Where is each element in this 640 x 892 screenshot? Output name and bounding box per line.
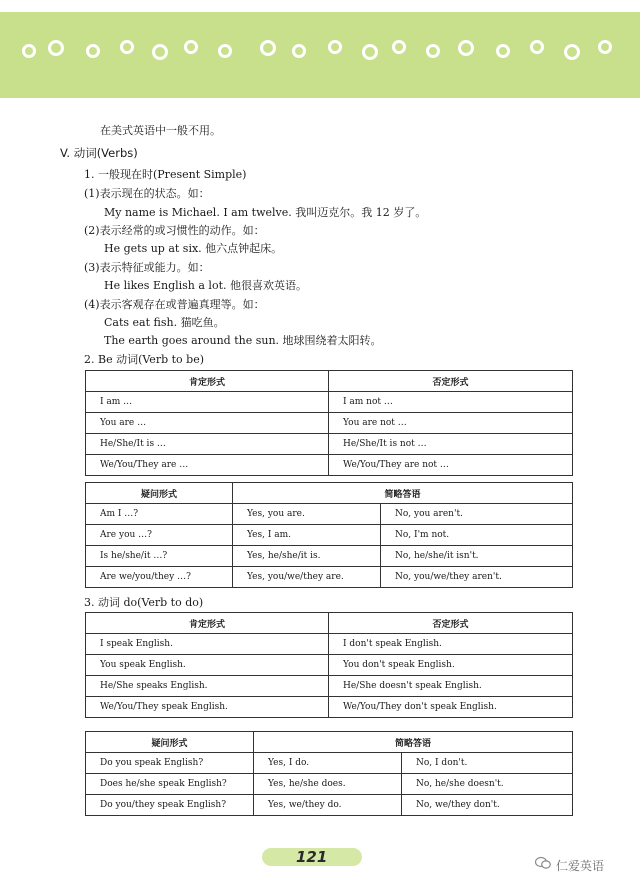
table-cell: You are … [86,413,329,434]
do-question-answer-table [85,731,573,816]
table-header-row [86,483,573,504]
header-affirmative: 肯定形式 [86,613,329,634]
ring-decoration [184,40,198,54]
table-cell: We/You/They are not … [329,455,573,476]
item4-label: (4)表示客观存在或普遍真理等。如： [84,298,265,311]
ring-decoration [426,44,440,58]
item2-example: He gets up at six. 他六点钟起床。 [104,242,283,255]
table-cell: Yes, he/she does. [254,774,402,795]
table-row [86,795,573,816]
table-cell: No, you/we/they aren't. [381,567,573,588]
item1-example: My name is Michael. I am twelve. 我叫迈克尔。我 12 岁了。 [104,206,427,219]
table-cell: I am not … [329,392,573,413]
header-negative: 否定形式 [329,371,573,392]
table-cell: Are we/you/they …? [86,567,233,588]
table-cell: No, I don't. [402,753,573,774]
header-short-answer: 简略答语 [254,732,573,753]
be-question-answer-table [85,482,573,588]
table-cell: He/She speaks English. [86,676,329,697]
ring-decoration [564,44,580,60]
ring-decoration [48,40,64,56]
table-cell: Yes, he/she/it is. [233,546,381,567]
ring-decoration [392,40,406,54]
subsection1-title: 1. 一般现在时(Present Simple) [84,168,247,181]
header-question: 疑问形式 [86,483,233,504]
section-title: V. 动词(Verbs) [60,146,138,160]
table-cell: No, he/she doesn't. [402,774,573,795]
table-row [86,634,573,655]
ring-decoration [260,40,276,56]
ring-decoration [152,44,168,60]
watermark-text: 仁爱英语 [556,859,605,873]
table-header-row [86,613,573,634]
table-cell: Yes, we/they do. [254,795,402,816]
table-row [86,753,573,774]
header-short-answer: 简略答语 [233,483,573,504]
table-cell: Yes, you/we/they are. [233,567,381,588]
table-cell: Do you speak English? [86,753,254,774]
table-cell: We/You/They are … [86,455,329,476]
table-row [86,567,573,588]
header-negative: 否定形式 [329,613,573,634]
table-cell: Is he/she/it …? [86,546,233,567]
table-row [86,413,573,434]
ring-decoration [328,40,342,54]
item4-example2: The earth goes around the sun. 地球围绕着太阳转。 [104,334,382,347]
ring-decoration [496,44,510,58]
ring-decoration [598,40,612,54]
table-cell: I speak English. [86,634,329,655]
table-cell: Yes, I do. [254,753,402,774]
item4-example: Cats eat fish. 猫吃鱼。 [104,316,225,329]
table-cell: You are not … [329,413,573,434]
table-row [86,455,573,476]
table-cell: No, I'm not. [381,525,573,546]
table-row [86,392,573,413]
table-header-row [86,371,573,392]
table-header-row [86,732,573,753]
item2-label: (2)表示经常的或习惯性的动作。如： [84,224,265,237]
item3-label: (3)表示特征或能力。如： [84,261,210,274]
table-cell: Am I …? [86,504,233,525]
be-affirm-negative-table [85,370,573,476]
do-affirm-negative-table [85,612,573,718]
table-cell: You don't speak English. [329,655,573,676]
table-cell: We/You/They speak English. [86,697,329,718]
table-cell: We/You/They don't speak English. [329,697,573,718]
item3-example: He likes English a lot. 他很喜欢英语。 [104,279,307,292]
ring-decoration [120,40,134,54]
table-cell: He/She doesn't speak English. [329,676,573,697]
header-affirmative: 肯定形式 [86,371,329,392]
table-cell: Do you/they speak English? [86,795,254,816]
table-cell: Yes, you are. [233,504,381,525]
subsection3-title: 3. 动词 do(Verb to do) [84,596,204,609]
table-cell: No, you aren't. [381,504,573,525]
ring-decoration [362,44,378,60]
intro-line: 在美式英语中一般不用。 [100,124,221,137]
table-row [86,697,573,718]
table-cell: I don't speak English. [329,634,573,655]
table-cell: He/She/It is … [86,434,329,455]
table-row [86,434,573,455]
wechat-icon [535,856,551,870]
ring-decoration [22,44,36,58]
table-cell: You speak English. [86,655,329,676]
ring-decoration [86,44,100,58]
table-row [86,676,573,697]
table-cell: I am … [86,392,329,413]
ring-decoration [218,44,232,58]
ring-decoration [458,40,474,56]
table-cell: Are you …? [86,525,233,546]
ring-decoration [292,44,306,58]
table-row [86,525,573,546]
table-row [86,546,573,567]
table-cell: No, we/they don't. [402,795,573,816]
table-row [86,655,573,676]
page-number: 121 [296,848,328,866]
table-cell: He/She/It is not … [329,434,573,455]
table-row [86,774,573,795]
table-cell: No, he/she/it isn't. [381,546,573,567]
ring-decoration [530,40,544,54]
item1-label: (1)表示现在的状态。如： [84,187,210,200]
table-cell: Yes, I am. [233,525,381,546]
subsection2-title: 2. Be 动词(Verb to be) [84,353,204,366]
page-header [0,0,640,98]
header-question: 疑问形式 [86,732,254,753]
table-row [86,504,573,525]
table-cell: Does he/she speak English? [86,774,254,795]
